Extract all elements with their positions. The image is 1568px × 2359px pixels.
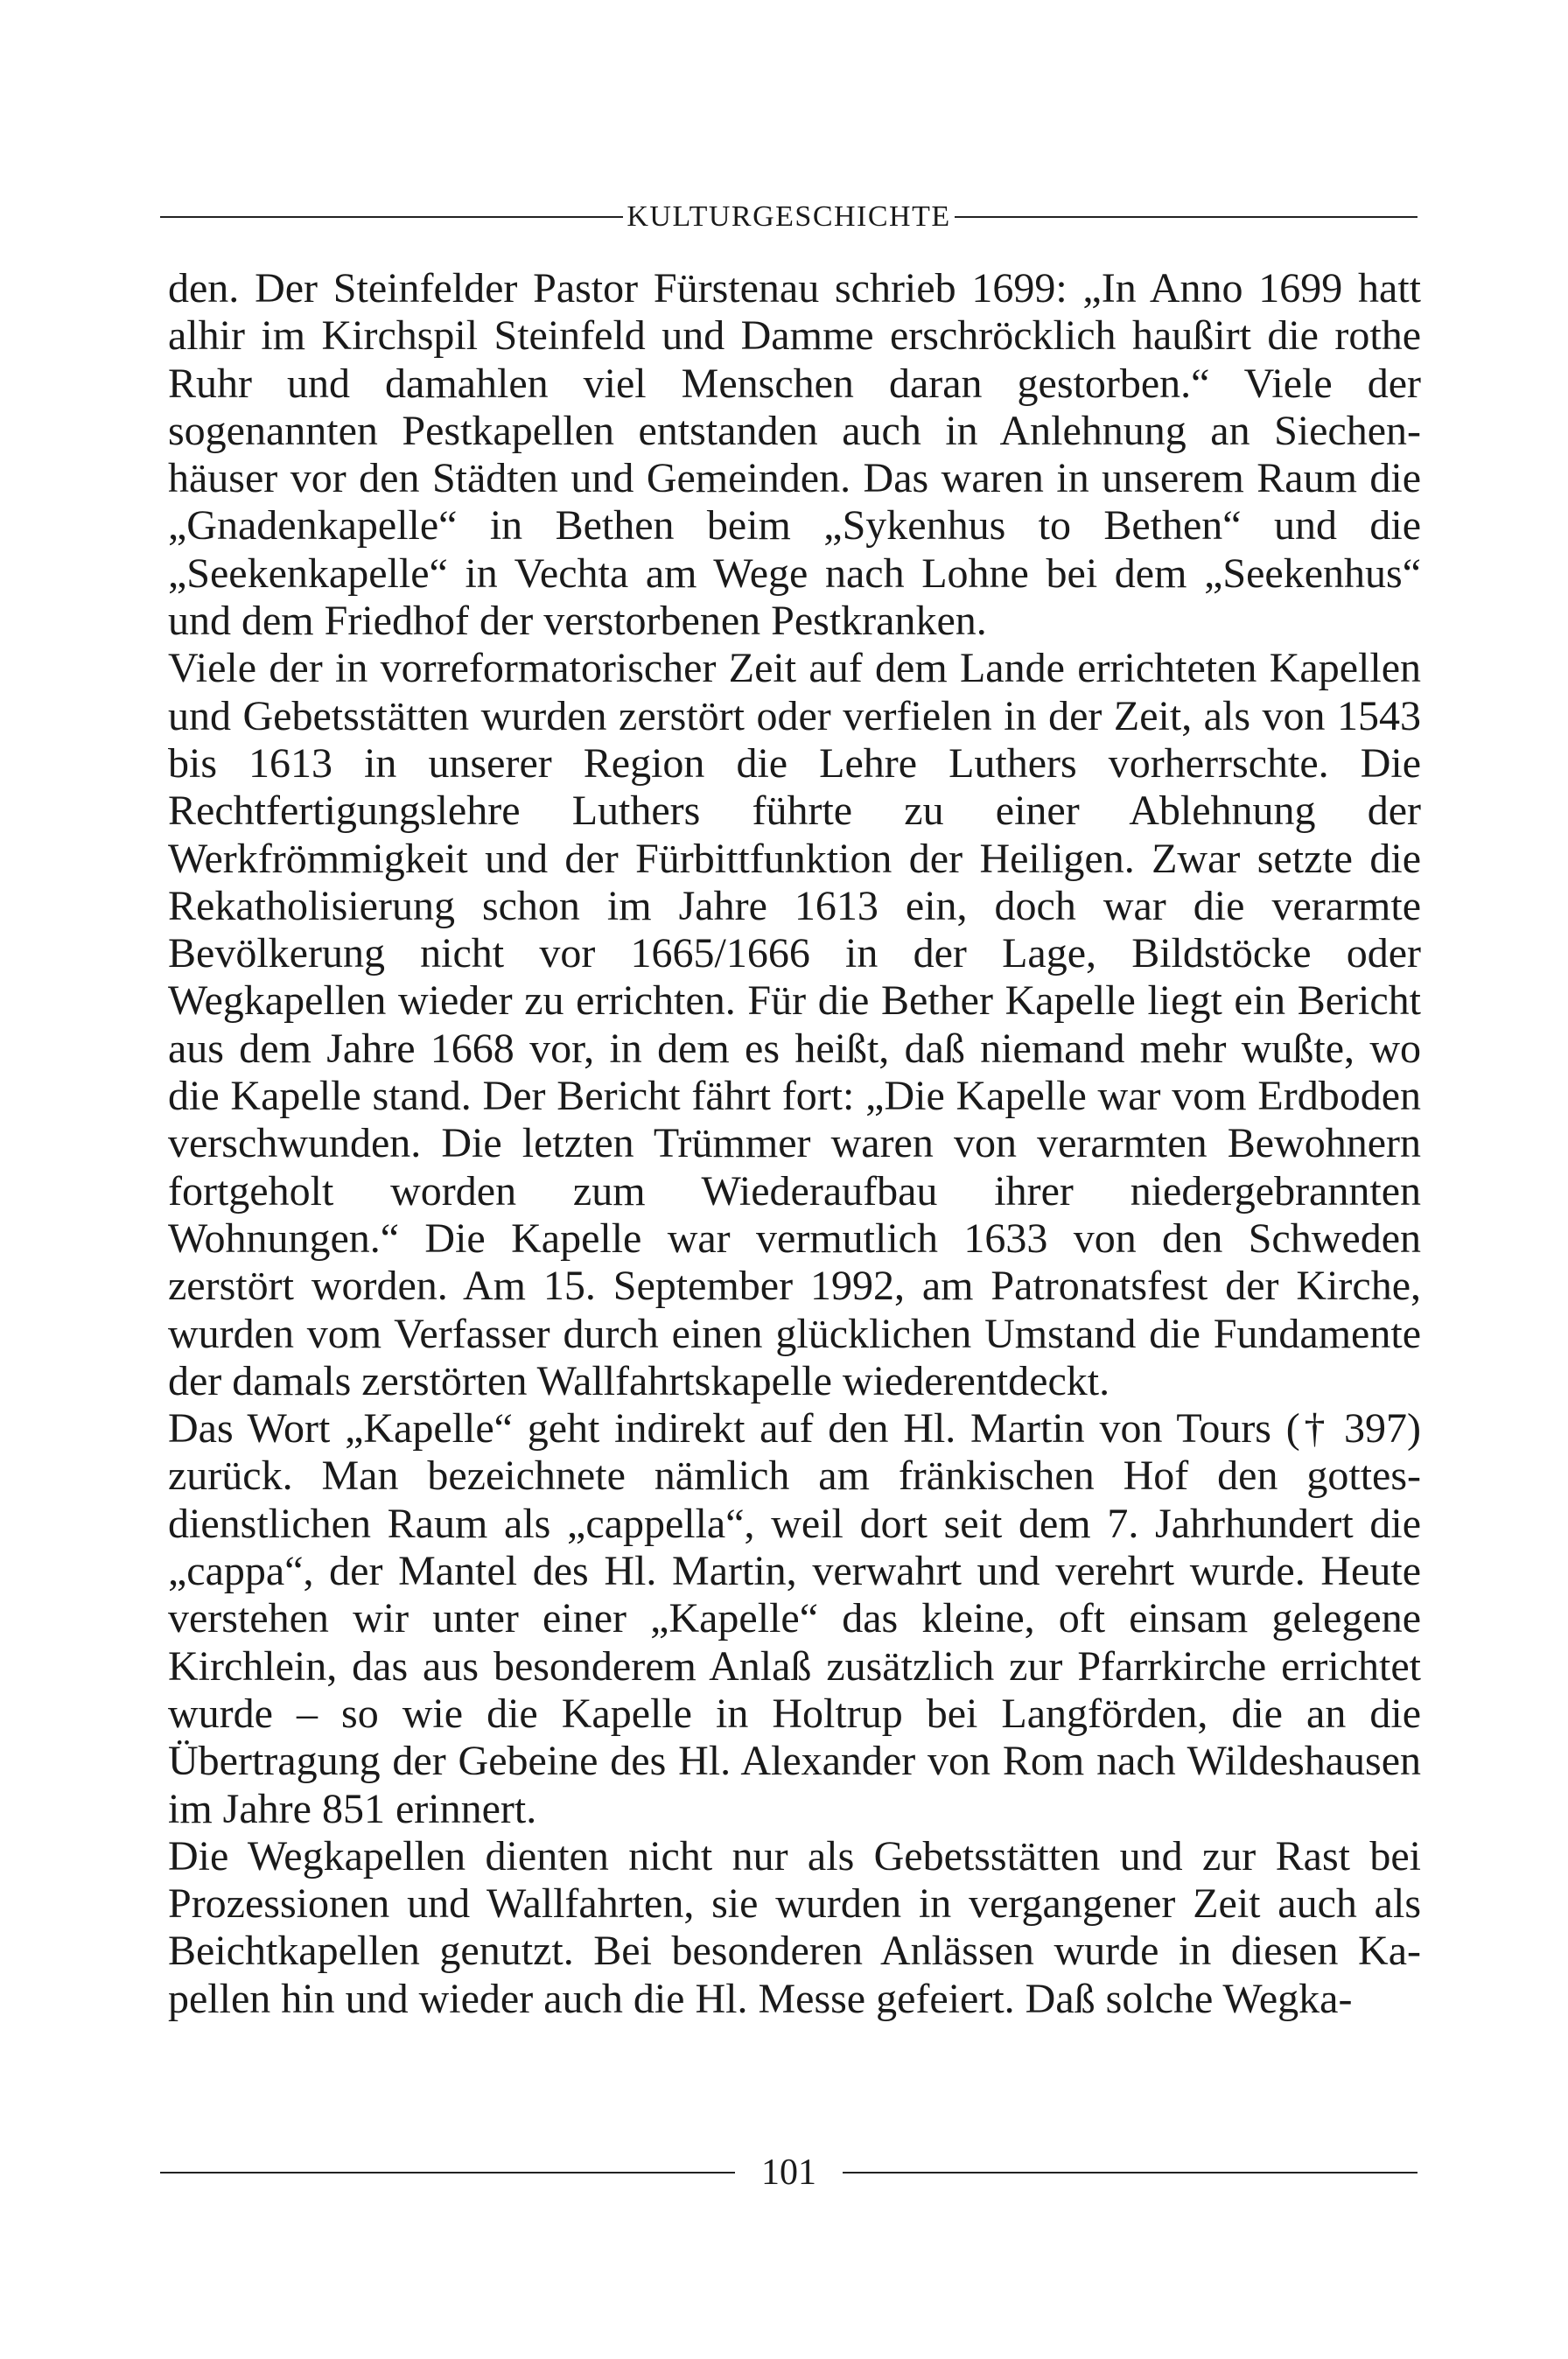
page-number: 101: [761, 2152, 816, 2193]
running-header: [160, 198, 1418, 236]
header-rule-left: [160, 216, 623, 218]
main-text: [168, 265, 1421, 2023]
footer-rule-left: [160, 2172, 735, 2174]
footer-rule-right: [843, 2172, 1418, 2174]
page-footer: [160, 2146, 1418, 2199]
paragraph: Die Wegkapellen dienten nicht nur als Gebetsstätten und zur Rast bei Prozessionen und Wallfahrten, sie wurden in vergangener Zeit auch als Beichtkapellen genutzt. Bei besonderen Anlässen wurde in diesen Kapellen hin und wieder auch die Hl. Messe gefeiert. Daß solche Wegka-: [168, 1832, 1421, 2022]
paragraph: den. Der Steinfelder Pastor Fürstenau schrieb 1699: „In Anno 1699 hatt alhir im Kirchspil Steinfeld und Damme erschröcklich haußirt die rothe Ruhr und damahlen viel Menschen daran gestorben.“ Viele der sogenannten Pestkapellen entstanden auch in Anlehnung an Siechenhäuser vor den Städten und Gemeinden. Das waren in unserem Raum die „Gnadenkapelle“ in Bethen beim „Sykenhus to Bethen“ und die „Seekenkapelle“ in Vechta am Wege nach Lohne bei dem „Seekenhus“ und dem Friedhof der verstorbenen Pestkranken.: [168, 265, 1421, 645]
section-title: KULTURGESCHICHTE: [626, 200, 951, 233]
paragraph: Das Wort „Kapelle“ geht indirekt auf den Hl. Martin von Tours († 397) zurück. Man bezeichnete nämlich am fränkischen Hof den gottesdienstlichen Raum als „cappella“, weil dort seit dem 7. Jahrhundert die „cappa“, der Mantel des Hl. Martin, verwahrt und verehrt wurde. Heute verstehen wir unter einer „Kapelle“ das kleine, oft einsam gelegene Kirchlein, das aus besonderem Anlaß zusätzlich zur Pfarrkirche errichtet wurde – so wie die Kapelle in Holtrup bei Langförden, die an die Übertragung der Gebeine des Hl. Alexander von Rom nach Wildeshausen im Jahre 851 erinnert.: [168, 1405, 1421, 1832]
header-rule-right: [955, 216, 1418, 218]
paragraph: Viele der in vorreformatorischer Zeit auf dem Lande errichteten Kapellen und Gebetsstätten wurden zerstört oder verfielen in der Zeit, als von 1543 bis 1613 in unserer Region die Lehre Luthers vorherrschte. Die Rechtfertigungslehre Luthers führte zu einer Ablehnung der Werkfrömmigkeit und der Fürbittfunktion der Heiligen. Zwar setzte die Rekatholisierung schon im Jahre 1613 ein, doch war die verarmte Bevölkerung nicht vor 1665/1666 in der Lage, Bildstöcke oder Wegkapellen wieder zu errichten. Für die Bether Kapelle liegt ein Bericht aus dem Jahre 1668 vor, in dem es heißt, daß niemand mehr wußte, wo die Kapelle stand. Der Bericht fährt fort: „Die Kapelle war vom Erdboden verschwunden. Die letzten Trümmer waren von verarmten Bewohnern fortgeholt worden zum Wiederaufbau ihrer niedergebrannten Wohnungen.“ Die Kapelle war vermutlich 1633 von den Schweden zerstört worden. Am 15. September 1992, am Patronatsfest der Kirche, wurden vom Verfasser durch einen glücklichen Umstand die Fundamente der damals zerstörten Wallfahrtskapelle wiederentdeckt.: [168, 645, 1421, 1404]
